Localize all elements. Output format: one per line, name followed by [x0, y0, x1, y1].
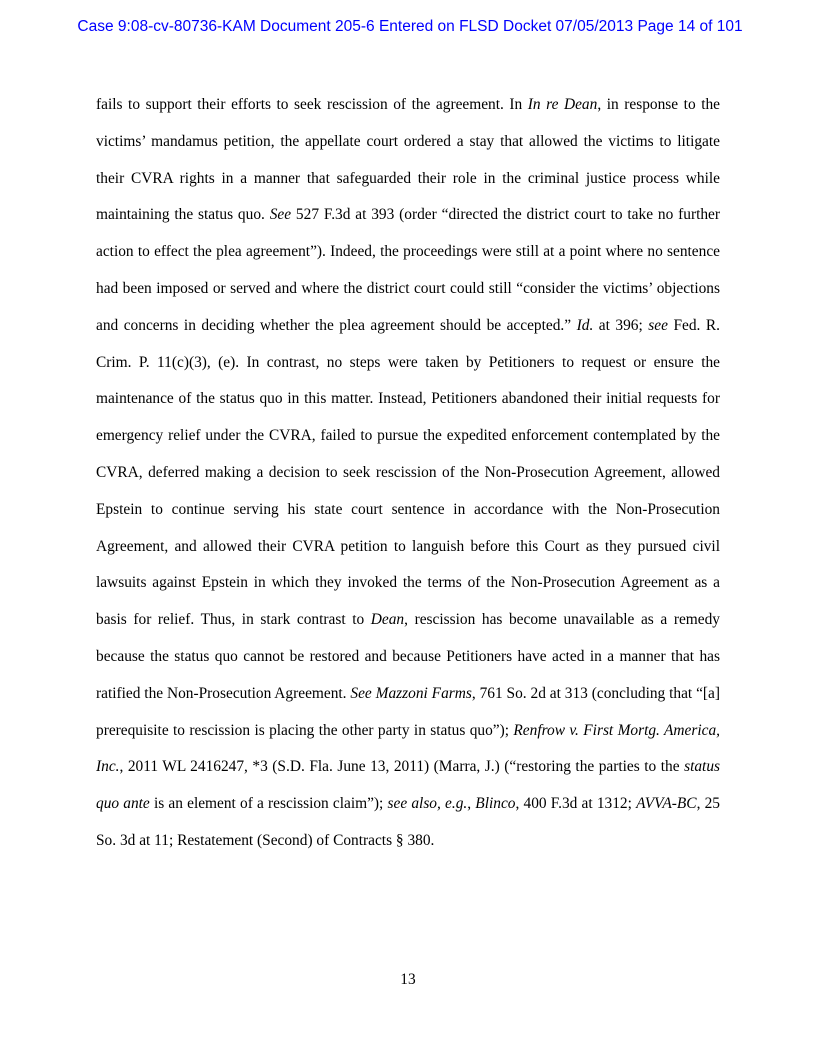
case-citation-renfrow: Renfrow v. First Mortg. America, Inc.: [96, 721, 720, 776]
text-run: fails to support their efforts to seek rescission of the agreement. In: [96, 96, 528, 113]
page-number: 13: [400, 971, 416, 988]
docket-header: Case 9:08-cv-80736-KAM Document 205-6 Entered on FLSD Docket 07/05/2013 Page 14 of 101: [77, 18, 743, 35]
case-citation-mazzoni-farms: See Mazzoni Farms: [350, 684, 472, 702]
case-citation-dean: Dean: [370, 611, 405, 629]
text-run: , in response to the victims’ mandamus petition, the appellate court ordered a stay that allowed the victims to litigate their CVRA rights in a manner that safeguarded their role in the criminal justice process while maintaining the status quo.: [96, 96, 720, 224]
text-run: , 2011 WL 2416247, *3 (S.D. Fla. June 13, 2011) (Marra, J.) (“restoring the parties to the: [119, 758, 685, 776]
text-run: at 396;: [593, 316, 649, 334]
body-paragraph: [96, 87, 720, 860]
text-run: is an element of a rescission claim”);: [149, 795, 388, 813]
citation-signal-see: see: [648, 316, 668, 334]
text-run: , 761 So. 2d at 313 (concluding that “[a] prerequisite to rescission is placing the other party in status quo”);: [96, 684, 720, 739]
latin-term: status quo ante: [96, 758, 720, 813]
case-citation-in-re-dean: In re Dean: [527, 96, 598, 113]
text-run: Fed. R. Crim. P. 11(c)(3), (e). In contrast, no steps were taken by Petitioners to request or ensure the maintenance of the status quo in this matter. Instead, Petitioners abandoned their initial requests for emergency relief under the CVRA, failed to pursue the expedited enforcement contemplated by the CVRA, deferred making a decision to seek rescission of the Non-Prosecution Agreement, allowed Epstein to continue serving his state court sentence in accordance with the Non-Prosecution Agreement, and allowed their CVRA petition to languish before this Court as they pursued civil lawsuits against Epstein in which they invoked the terms of the Non-Prosecution Agreement as a basis for relief. Thus, in stark contrast to: [96, 316, 721, 629]
text-run: ,: [467, 795, 476, 813]
text-run: , 400 F.3d at 1312;: [515, 795, 637, 813]
text-run: 527 F.3d at 393 (order “directed the district court to take no further action to effect the plea agreement”). Indeed, the proceedings were still at a point where no sentence had been imposed or served and where the district court could still “consider the victims’ objections and concerns in deciding whether the plea agreement should be accepted.”: [96, 206, 720, 334]
case-citation-avva-bc: AVVA-BC: [636, 795, 697, 813]
text-run: , 25 So. 3d at 11; Restatement (Second) of Contracts § 380.: [96, 795, 720, 849]
citation-signal-see: See: [269, 206, 292, 224]
citation-id: Id.: [576, 316, 594, 334]
text-run: , rescission has become unavailable as a remedy because the status quo cannot be restored and because Petitioners have acted in a manner that has ratified the Non-Prosecution Agreement.: [96, 611, 720, 702]
document-body: [96, 87, 720, 860]
case-citation-blinco: Blinco: [475, 795, 516, 813]
citation-signal-see-also: see also, e.g.: [387, 795, 468, 813]
